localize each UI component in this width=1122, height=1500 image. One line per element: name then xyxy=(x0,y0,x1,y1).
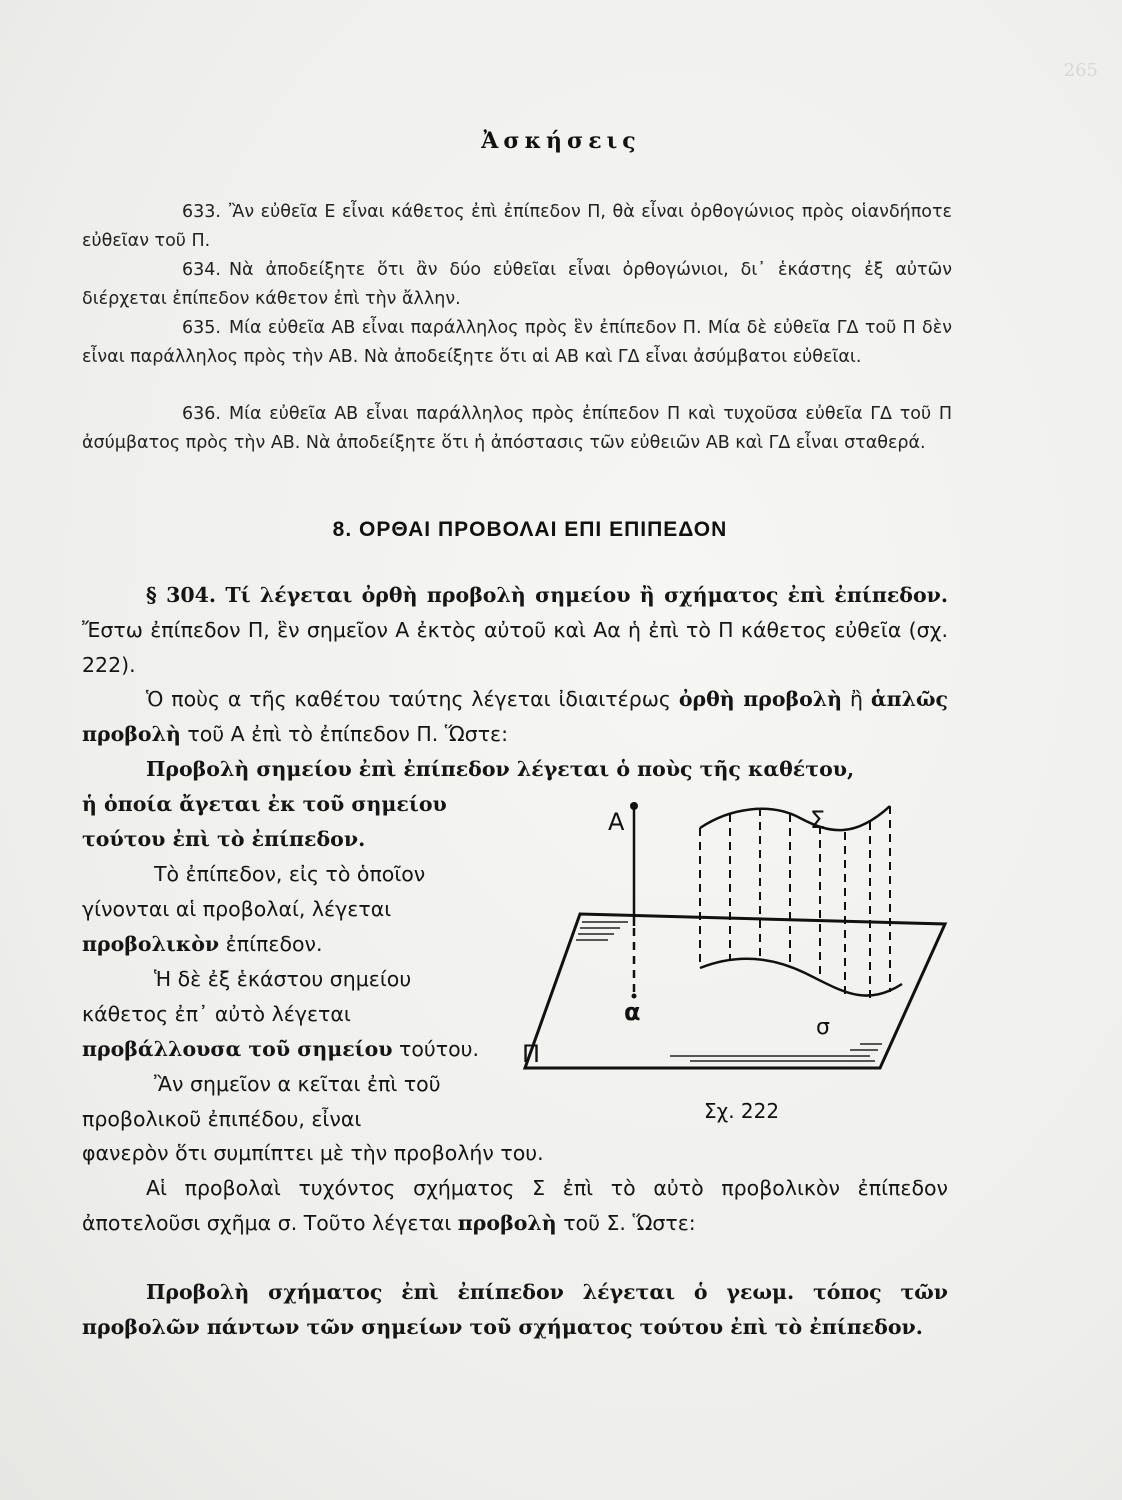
left-column-text xyxy=(82,787,502,1137)
curve-sigma xyxy=(700,806,890,830)
text-run: τοῦ Α ἐπὶ τὸ ἐπίπεδον Π. Ὥστε: xyxy=(180,722,509,746)
text-run: Ὁ ποὺς α τῆς καθέτου ταύτης λέγεται ἰδιαιτέρως xyxy=(146,687,679,711)
text-run: τοῦ Σ. Ὥστε: xyxy=(556,1211,696,1235)
paragraph-foot xyxy=(82,682,948,752)
exercise-number: 633. xyxy=(182,202,221,222)
label-P: Π xyxy=(522,1040,541,1068)
exercise-number: 634. xyxy=(182,260,221,280)
label-A: Α xyxy=(608,808,625,836)
text-run: Αἱ προβολαὶ τυχόντος σχήματος Σ ἐπὶ τὸ αὐτὸ προβολικὸν ἐπίπεδον ἀποτελοῦσι σχῆμα σ. Τοῦτο λέγεται xyxy=(82,1176,948,1235)
projection-diagram xyxy=(520,798,950,1128)
term-projecting-line: προβάλλουσα τοῦ σημείου xyxy=(82,1037,393,1061)
text-run: Τὸ ἐπίπεδον, εἰς τὸ ὁποῖον γίνονται αἱ προβολαί, λέγεται xyxy=(82,862,426,921)
exercise-text: Μία εὐθεῖα ΑΒ εἶναι παράλληλος πρὸς ἐπίπεδον Π καὶ τυχοῦσα εὐθεῖα ΓΔ τοῦ Π ἀσύμβατος πρὸς τὴν ΑΒ. Νὰ ἀποδείξητε ὅτι ἡ ἀπόστασις τῶν εὐθειῶν ΑΒ καὶ ΓΔ εἶναι σταθερά. xyxy=(82,404,952,453)
figure-caption: Σχ. 222 xyxy=(704,1099,780,1123)
plane-outline xyxy=(525,914,945,1068)
label-s: σ xyxy=(816,1015,830,1040)
exercise-number: 636. xyxy=(182,404,221,424)
exercise-text: Νὰ ἀποδείξητε ὅτι ἂν δύο εὐθεῖαι εἶναι ὀρθογώνιοι, δι᾿ ἑκάστης ἐξ αὐτῶν διέρχεται ἐπίπεδον κάθετον ἐπὶ τὴν ἄλλην. xyxy=(82,260,952,309)
exercise-635 xyxy=(82,314,952,372)
text-run: τούτου. xyxy=(392,1037,480,1061)
text-run: Ἡ δὲ ἐξ ἑκάστου σημείου κάθετος ἐπ᾿ αὐτὸ λέγεται xyxy=(82,967,412,1026)
curve-projection-sigma xyxy=(700,959,902,996)
exercise-633 xyxy=(82,198,952,256)
text-run: ἢ xyxy=(842,687,871,711)
paragraph-heading: § 304. Τί λέγεται ὀρθὴ προβολὴ σημείου ἢ σχήματος ἐπὶ ἐπίπεδον. xyxy=(146,583,948,607)
paragraph-figure-projection xyxy=(82,1171,948,1241)
exercise-number: 635. xyxy=(182,318,221,338)
paragraph-coincide: φανερὸν ὅτι συμπίπτει μὲ τὴν προβολήν του. xyxy=(82,1141,544,1165)
definition-figure-projection: Προβολὴ σχήματος ἐπὶ ἐπίπεδον λέγεται ὁ γεωμ. τόπος τῶν προβολῶν πάντων τῶν σημείων τοῦ σχήματος τούτου ἐπὶ τὸ ἐπίπεδον. xyxy=(82,1280,948,1339)
exercise-634 xyxy=(82,256,952,314)
term-orthogonal-projection: ὀρθὴ προβολὴ xyxy=(678,687,843,711)
exercise-text: Ἂν εὐθεῖα Ε εἶναι κάθετος ἐπὶ ἐπίπεδον Π, θὰ εἶναι ὀρθογώνιος πρὸς οἱανδήποτε εὐθεῖαν τοῦ Π. xyxy=(82,202,952,251)
definition-continuation: ἡ ὁποία ἄγεται ἐκ τοῦ σημείου τούτου ἐπὶ τὸ ἐπίπεδον. xyxy=(82,792,447,851)
column-paragraph-2 xyxy=(82,962,502,1067)
label-S: Σ xyxy=(810,806,826,834)
projecting-lines xyxy=(700,806,890,1000)
label-a: α xyxy=(624,998,641,1026)
paragraph-text: Ἔστω ἐπίπεδον Π, ἓν σημεῖον Α ἐκτὸς αὐτοῦ καὶ Αα ἡ ἐπὶ τὸ Π κάθετος εὐθεῖα (σχ. 222). xyxy=(82,618,948,677)
term-projection-plane: προβολικὸν xyxy=(82,932,220,956)
figure-222 xyxy=(520,798,950,1128)
bleed-through-page-number: 265 xyxy=(1063,60,1098,81)
chapter-title: 8. ΟΡΘΑΙ ΠΡΟΒΟΛΑΙ ΕΠΙ ΕΠΙΠΕΔΟΝ xyxy=(332,518,728,541)
column-paragraph-3: Ἂν σημεῖον α κεῖται ἐπὶ τοῦ προβολικοῦ ἐπιπέδου, εἶναι xyxy=(82,1072,441,1131)
exercise-text: Μία εὐθεῖα ΑΒ εἶναι παράλληλος πρὸς ἓν ἐπίπεδον Π. Μία δὲ εὐθεῖα ΓΔ τοῦ Π δὲν εἶναι παράλληλος πρὸς τὴν ΑΒ. Νὰ ἀποδείξητε ὅτι αἱ ΑΒ καὶ ΓΔ εἶναι ἀσύμβατοι εὐθεῖαι. xyxy=(82,318,952,367)
paragraph-304 xyxy=(82,578,948,683)
definition-point-projection: Προβολὴ σημείου ἐπὶ ἐπίπεδον λέγεται ὁ ποὺς τῆς καθέτου, xyxy=(146,757,855,781)
text-run: ἐπίπεδον. xyxy=(219,932,323,956)
exercise-636 xyxy=(82,400,952,458)
term-simple-projection: ἁπλῶς προβολὴ xyxy=(82,687,948,746)
column-paragraph-1 xyxy=(82,857,502,962)
term-projection: προβολὴ xyxy=(457,1211,557,1235)
section-title: Ἀσκήσεις xyxy=(481,128,641,154)
